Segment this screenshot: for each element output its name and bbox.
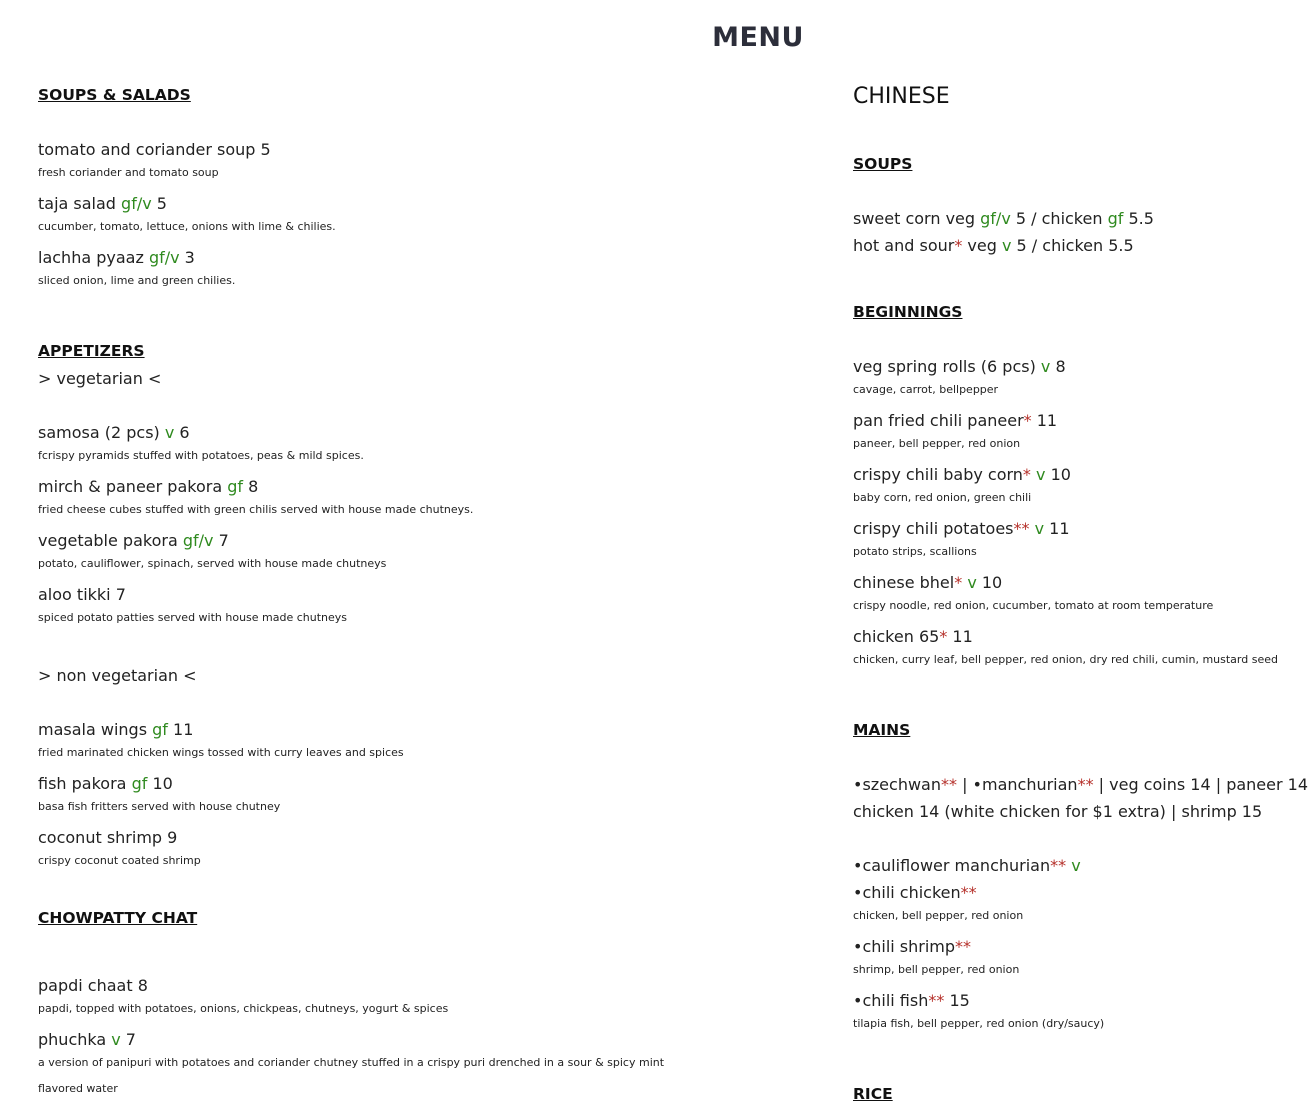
menu-line [853, 209, 1154, 228]
spice-marker: * [954, 236, 963, 255]
menu-item-description: chicken, curry leaf, bell pepper, red onion, dry red chili, cumin, mustard seed [853, 653, 1278, 666]
text-segment: tomato and coriander soup 5 [38, 140, 271, 159]
text-segment: chicken 14 (white chicken for $1 extra) | shrimp 15 [853, 802, 1263, 821]
text-segment: phuchka [38, 1030, 112, 1049]
sub-vegetarian: > vegetarian < [38, 369, 162, 388]
menu-item-description: baby corn, red onion, green chili [853, 491, 1032, 504]
heading-mains: MAINS [853, 721, 911, 739]
text-segment: 10 [976, 573, 1003, 592]
menu-item-description: crispy noodle, red onion, cucumber, tomato at room temperature [853, 599, 1214, 612]
menu-item-name [38, 1030, 136, 1049]
text-segment: 11 [1031, 411, 1058, 430]
text-segment: •cauliflower manchurian [853, 856, 1051, 875]
desc-flavored-water: flavored water [38, 1082, 118, 1095]
tag-gf-v: v [1034, 519, 1045, 538]
tag-gf-v: v [111, 1030, 121, 1049]
text-segment: aloo tikki 7 [38, 585, 126, 604]
spice-marker: ** [1077, 775, 1094, 794]
text-segment: 7 [120, 1030, 136, 1049]
text-segment: mirch & paneer pakora [38, 477, 228, 496]
text-segment: 15 [944, 991, 970, 1010]
text-segment: 5 / chicken [1010, 209, 1108, 228]
tag-gf-v: gf/v [121, 194, 152, 213]
text-segment: 6 [174, 423, 190, 442]
text-segment: | veg coins 14 | paneer 14 [1093, 775, 1309, 794]
tag-gf-v: gf [152, 720, 168, 739]
text-segment: chicken 65 [853, 627, 940, 646]
text-segment: masala wings [38, 720, 153, 739]
text-segment: crispy chili baby corn [853, 465, 1023, 484]
menu-item-description: potato, cauliflower, spinach, served with house made chutneys [38, 557, 387, 570]
menu-line [853, 802, 1262, 821]
text-segment: 3 [179, 248, 195, 267]
text-segment: | •manchurian [956, 775, 1078, 794]
text-segment: coconut shrimp 9 [38, 828, 178, 847]
menu-item-description: cavage, carrot, bellpepper [853, 383, 999, 396]
menu-item-description: potato strips, scallions [853, 545, 977, 558]
menu-item-name [38, 140, 271, 159]
sub-non-vegetarian: > non vegetarian < [38, 666, 197, 685]
menu-item-description: fcrispy pyramids stuffed with potatoes, peas & mild spices. [38, 449, 364, 462]
text-segment: pan fried chili paneer [853, 411, 1024, 430]
text-segment: 7 [213, 531, 229, 550]
heading-rice: RICE [853, 1085, 893, 1103]
heading-beginnings: BEGINNINGS [853, 303, 963, 321]
heading-soups-salads: SOUPS & SALADS [38, 86, 191, 104]
menu-item-description: fried marinated chicken wings tossed with curry leaves and spices [38, 746, 404, 759]
tag-gf-v: gf [131, 774, 148, 793]
menu-item-name [853, 991, 970, 1010]
tag-gf-v: v [1036, 465, 1046, 484]
menu-item-name [38, 423, 190, 442]
page-title: MENU [712, 22, 804, 53]
menu-line [853, 236, 1134, 255]
menu-item-description: crispy coconut coated shrimp [38, 854, 201, 867]
text-segment: taja salad [38, 194, 122, 213]
menu-item-name [853, 937, 971, 956]
menu-item-name [853, 357, 1066, 376]
cuisine-chinese: CHINESE [853, 84, 950, 109]
tag-gf-v: v [164, 423, 175, 442]
text-segment: 5 [151, 194, 167, 213]
text-segment: 11 [947, 627, 973, 646]
menu-item-description: fresh coriander and tomato soup [38, 166, 219, 179]
spice-marker: ** [940, 775, 957, 794]
text-segment: •chili fish [853, 991, 929, 1010]
text-segment: sweet corn veg [853, 209, 981, 228]
text-segment: chinese bhel [853, 573, 955, 592]
text-segment: vegetable pakora [38, 531, 183, 550]
menu-item-name [38, 531, 229, 550]
tag-gf-v: gf [1107, 209, 1124, 228]
text-segment: lachha pyaaz [38, 248, 149, 267]
tag-gf-v: v [1001, 236, 1012, 255]
menu-item-description: basa fish fritters served with house chutney [38, 800, 281, 813]
spice-marker: ** [955, 937, 972, 956]
menu-item-name [853, 465, 1071, 484]
heading-soups: SOUPS [853, 155, 913, 173]
text-segment: veg [962, 236, 1002, 255]
text-segment: veg spring rolls (6 pcs) [853, 357, 1041, 376]
text-segment: •chili shrimp [853, 937, 956, 956]
text-segment: •szechwan [853, 775, 941, 794]
tag-gf-v: gf/v [182, 531, 214, 550]
tag-gf-v: v [1040, 357, 1051, 376]
spice-marker: ** [1013, 519, 1030, 538]
text-segment: papdi chaat 8 [38, 976, 148, 995]
menu-line [853, 775, 1308, 794]
menu-item-description: a version of panipuri with potatoes and coriander chutney stuffed in a crispy puri drenched in a sour & spicy mint [38, 1056, 665, 1069]
menu-item-name [38, 194, 167, 213]
text-segment: 5 / chicken 5.5 [1011, 236, 1134, 255]
menu-item-name [38, 976, 148, 995]
menu-item-name [853, 519, 1070, 538]
text-segment: crispy chili potatoes [853, 519, 1014, 538]
text-segment: samosa (2 pcs) [38, 423, 165, 442]
menu-item-description: shrimp, bell pepper, red onion [853, 963, 1020, 976]
menu-item-description: papdi, topped with potatoes, onions, chickpeas, chutneys, yogurt & spices [38, 1002, 449, 1015]
spice-marker: * [1022, 465, 1031, 484]
menu-item-description: tilapia fish, bell pepper, red onion (dry/saucy) [853, 1017, 1105, 1030]
menu-item-name [853, 411, 1057, 430]
text-segment: 10 [1045, 465, 1071, 484]
text-segment: 11 [167, 720, 194, 739]
tag-gf-v: gf/v [148, 248, 180, 267]
text-segment: 8 [243, 477, 259, 496]
menu-line [853, 856, 1081, 875]
spice-marker: ** [928, 991, 945, 1010]
menu-item-description: cucumber, tomato, lettuce, onions with lime & chilies. [38, 220, 336, 233]
menu-item-name [38, 774, 173, 793]
menu-item-name [38, 585, 126, 604]
menu-item-description: sliced onion, lime and green chilies. [38, 274, 236, 287]
menu-item-description: fried cheese cubes stuffed with green chilis served with house made chutneys. [38, 503, 474, 516]
menu-item-description: paneer, bell pepper, red onion [853, 437, 1021, 450]
text-segment: hot and sour [853, 236, 955, 255]
menu-item-description: chicken, bell pepper, red onion [853, 909, 1024, 922]
menu-item-name [38, 828, 177, 847]
tag-gf-v: v [967, 573, 977, 592]
menu-item-description: spiced potato patties served with house made chutneys [38, 611, 348, 624]
text-segment: 5.5 [1123, 209, 1154, 228]
text-segment: fish pakora [38, 774, 132, 793]
menu-item-name [38, 720, 193, 739]
text-segment: 11 [1044, 519, 1070, 538]
spice-marker: ** [960, 883, 977, 902]
text-segment: 10 [147, 774, 173, 793]
tag-gf-v: gf/v [980, 209, 1011, 228]
spice-marker: * [954, 573, 963, 592]
text-segment: 8 [1050, 357, 1066, 376]
menu-item-name [38, 477, 258, 496]
tag-gf-v: v [1071, 856, 1081, 875]
menu-item-name [853, 883, 977, 902]
spice-marker: * [1023, 411, 1032, 430]
spice-marker: * [939, 627, 948, 646]
heading-appetizers: APPETIZERS [38, 342, 145, 360]
menu-item-name [853, 627, 973, 646]
menu-item-name [38, 248, 195, 267]
text-segment: •chili chicken [853, 883, 961, 902]
tag-gf-v: gf [227, 477, 244, 496]
menu-item-name [853, 573, 1002, 592]
spice-marker: ** [1050, 856, 1067, 875]
heading-chowpatty-chat: CHOWPATTY CHAT [38, 909, 198, 927]
